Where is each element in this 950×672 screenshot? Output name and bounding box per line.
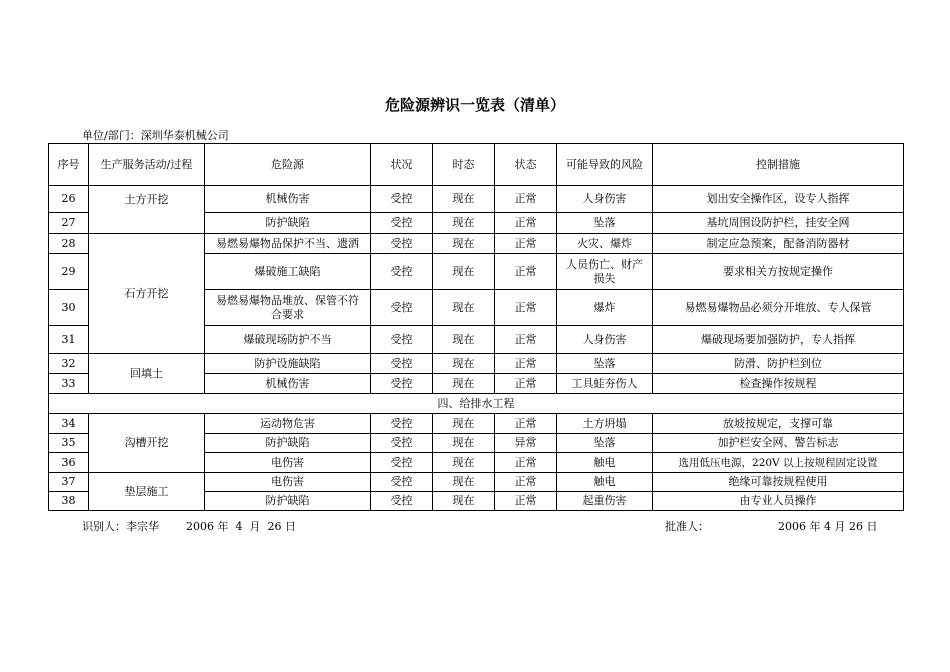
cell-condition: 受控 — [371, 254, 433, 290]
cell-tense: 现在 — [433, 453, 495, 473]
cell-control: 划出安全操作区，设专人指挥 — [653, 186, 904, 213]
cell-risk: 坠落 — [557, 354, 653, 374]
cell-risk: 工具蛙夯伤人 — [557, 374, 653, 394]
cell-tense: 现在 — [433, 434, 495, 453]
cell-condition: 受控 — [371, 414, 433, 434]
table-row — [49, 414, 904, 434]
cell-no: 29 — [49, 254, 89, 290]
cell-condition: 受控 — [371, 473, 433, 492]
header-row — [49, 144, 904, 186]
cell-state: 正常 — [495, 354, 557, 374]
cell-hazard: 防护设施缺陷 — [205, 354, 371, 374]
col-header-risk: 可能导致的风险 — [557, 144, 653, 186]
cell-tense: 现在 — [433, 374, 495, 394]
cell-tense: 现在 — [433, 213, 495, 234]
cell-risk: 土方坍塌 — [557, 414, 653, 434]
cell-activity: 土方开挖 — [89, 186, 205, 234]
cell-condition: 受控 — [371, 453, 433, 473]
cell-no: 34 — [49, 414, 89, 434]
cell-control: 要求相关方按规定操作 — [653, 254, 904, 290]
cell-condition: 受控 — [371, 492, 433, 511]
cell-no: 35 — [49, 434, 89, 453]
cell-no: 36 — [49, 453, 89, 473]
cell-condition: 受控 — [371, 326, 433, 354]
page-title: 危险源辨识一览表（清单） — [384, 96, 565, 114]
cell-activity: 沟槽开挖 — [89, 414, 205, 473]
cell-control: 加护栏安全网、警告标志 — [653, 434, 904, 453]
cell-control: 基坑周围设防护栏，挂安全网 — [653, 213, 904, 234]
cell-control: 爆破现场要加强防护，专人指挥 — [653, 326, 904, 354]
cell-state: 正常 — [495, 186, 557, 213]
cell-state: 异常 — [495, 434, 557, 453]
cell-control: 检查操作按规程 — [653, 374, 904, 394]
section-row — [49, 394, 904, 414]
cell-hazard: 防护缺陷 — [205, 492, 371, 511]
col-header-activity: 生产服务活动/过程 — [89, 144, 205, 186]
cell-hazard: 防护缺陷 — [205, 434, 371, 453]
identify-date: 2006 年 4 月 26 日 — [186, 520, 296, 533]
cell-tense: 现在 — [433, 492, 495, 511]
cell-control: 选用低压电源，220V 以上按规程固定设置 — [653, 453, 904, 473]
table-row — [49, 234, 904, 254]
cell-no: 28 — [49, 234, 89, 254]
cell-hazard: 易燃易爆物品堆放、保管不符合要求 — [205, 290, 371, 326]
cell-control: 防滑、防护栏到位 — [653, 354, 904, 374]
cell-state: 正常 — [495, 374, 557, 394]
cell-risk: 火灾、爆炸 — [557, 234, 653, 254]
cell-no: 30 — [49, 290, 89, 326]
cell-state: 正常 — [495, 473, 557, 492]
cell-state: 正常 — [495, 213, 557, 234]
cell-risk: 爆炸 — [557, 290, 653, 326]
table-row — [49, 354, 904, 374]
cell-activity: 石方开挖 — [89, 234, 205, 354]
col-header-condition: 状况 — [371, 144, 433, 186]
cell-risk: 坠落 — [557, 434, 653, 453]
col-header-no: 序号 — [49, 144, 89, 186]
cell-hazard: 防护缺陷 — [205, 213, 371, 234]
cell-tense: 现在 — [433, 234, 495, 254]
section-title: 四、给排水工程 — [49, 394, 904, 414]
cell-risk: 触电 — [557, 473, 653, 492]
cell-hazard: 机械伤害 — [205, 186, 371, 213]
table-row — [49, 186, 904, 213]
cell-state: 正常 — [495, 492, 557, 511]
cell-state: 正常 — [495, 414, 557, 434]
cell-state: 正常 — [495, 326, 557, 354]
cell-tense: 现在 — [433, 354, 495, 374]
cell-no: 38 — [49, 492, 89, 511]
cell-risk: 人员伤亡、财产损失 — [557, 254, 653, 290]
cell-state: 正常 — [495, 234, 557, 254]
cell-hazard: 机械伤害 — [205, 374, 371, 394]
cell-activity: 回填土 — [89, 354, 205, 394]
table-row — [49, 473, 904, 492]
cell-control: 绝缘可靠按规程使用 — [653, 473, 904, 492]
cell-tense: 现在 — [433, 186, 495, 213]
cell-no: 27 — [49, 213, 89, 234]
cell-no: 37 — [49, 473, 89, 492]
cell-control: 制定应急预案，配备消防器材 — [653, 234, 904, 254]
hazard-table — [48, 143, 904, 511]
cell-tense: 现在 — [433, 254, 495, 290]
col-header-state: 状态 — [495, 144, 557, 186]
cell-no: 26 — [49, 186, 89, 213]
cell-hazard: 电伤害 — [205, 473, 371, 492]
cell-condition: 受控 — [371, 434, 433, 453]
cell-tense: 现在 — [433, 414, 495, 434]
col-header-hazard: 危险源 — [205, 144, 371, 186]
cell-risk: 坠落 — [557, 213, 653, 234]
cell-state: 正常 — [495, 254, 557, 290]
cell-risk: 触电 — [557, 453, 653, 473]
cell-hazard: 电伤害 — [205, 453, 371, 473]
cell-state: 正常 — [495, 453, 557, 473]
col-header-control: 控制措施 — [653, 144, 904, 186]
cell-condition: 受控 — [371, 213, 433, 234]
approve-date: 2006 年 4 月 26 日 — [778, 520, 878, 533]
cell-condition: 受控 — [371, 354, 433, 374]
cell-tense: 现在 — [433, 290, 495, 326]
cell-no: 31 — [49, 326, 89, 354]
cell-hazard: 爆破现场防护不当 — [205, 326, 371, 354]
cell-no: 32 — [49, 354, 89, 374]
cell-risk: 人身伤害 — [557, 326, 653, 354]
cell-condition: 受控 — [371, 374, 433, 394]
identifier-label: 识别人：李宗华 — [82, 520, 159, 533]
cell-no: 33 — [49, 374, 89, 394]
cell-control: 易燃易爆物品必须分开堆放、专人保管 — [653, 290, 904, 326]
col-header-tense: 时态 — [433, 144, 495, 186]
cell-tense: 现在 — [433, 473, 495, 492]
cell-activity: 垫层施工 — [89, 473, 205, 511]
cell-control: 放坡按规定，支撑可靠 — [653, 414, 904, 434]
cell-control: 由专业人员操作 — [653, 492, 904, 511]
cell-state: 正常 — [495, 290, 557, 326]
cell-hazard: 爆破施工缺陷 — [205, 254, 371, 290]
cell-hazard: 易燃易爆物品保护不当、遗洒 — [205, 234, 371, 254]
cell-condition: 受控 — [371, 290, 433, 326]
cell-condition: 受控 — [371, 186, 433, 213]
approver-label: 批准人： — [665, 520, 709, 533]
cell-risk: 人身伤害 — [557, 186, 653, 213]
unit-label: 单位/部门：深圳华泰机械公司 — [82, 129, 229, 142]
cell-hazard: 运动物危害 — [205, 414, 371, 434]
cell-risk: 起重伤害 — [557, 492, 653, 511]
cell-tense: 现在 — [433, 326, 495, 354]
cell-condition: 受控 — [371, 234, 433, 254]
